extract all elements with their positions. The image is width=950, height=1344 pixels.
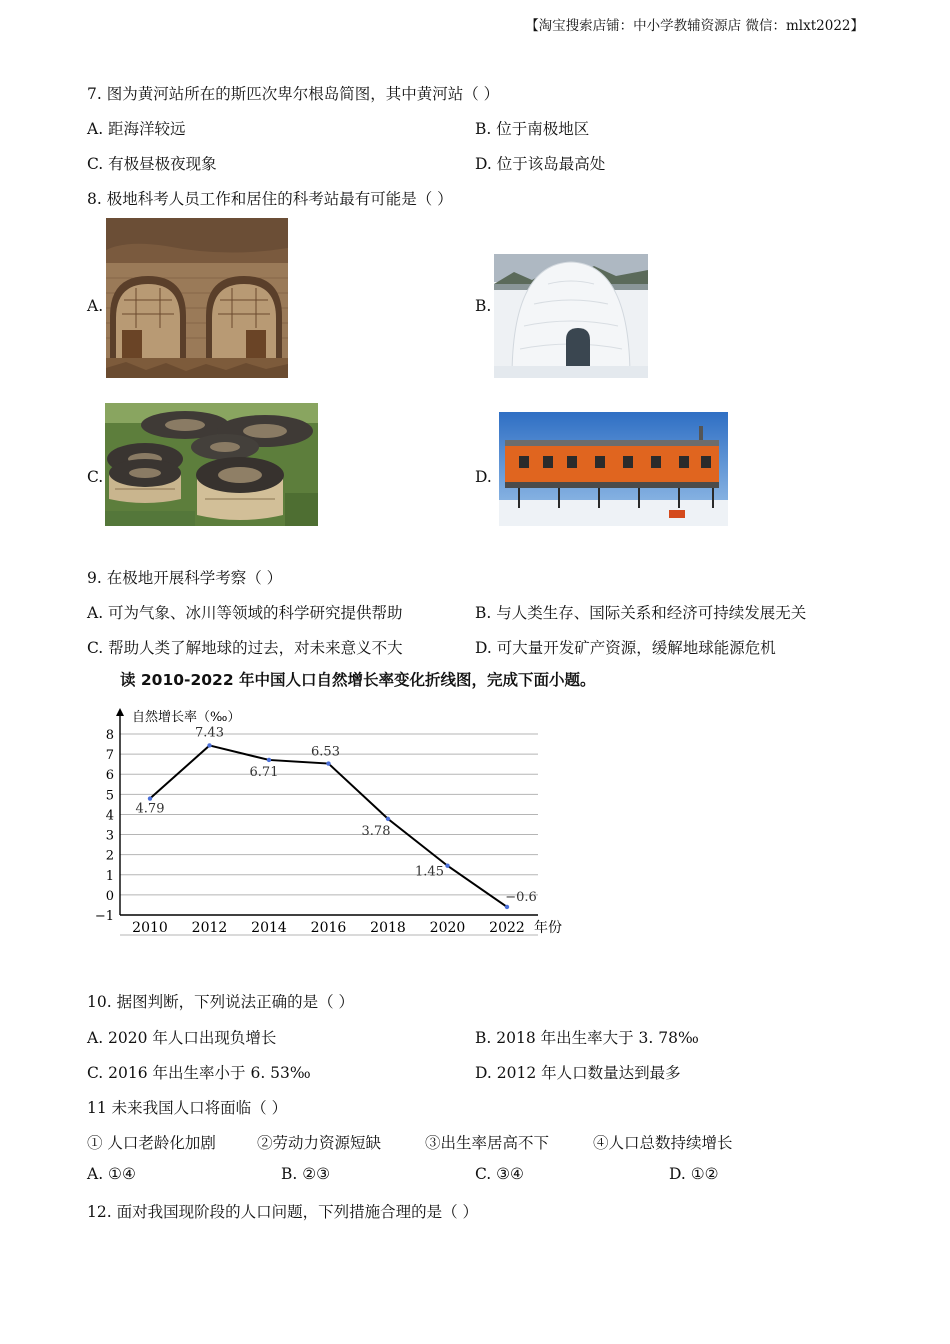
data-point bbox=[148, 796, 152, 800]
x-tick-label: 2020 bbox=[429, 920, 466, 936]
y-tick-label: 6 bbox=[105, 768, 114, 784]
y-tick-label: 3 bbox=[105, 828, 114, 844]
y-tick-label: 2 bbox=[105, 848, 114, 864]
igloo-photo bbox=[494, 254, 648, 378]
x-axis-label: 年份 bbox=[534, 920, 562, 936]
q8-stem: 8. 极地科考人员工作和居住的科考站最有可能是（ ） bbox=[87, 190, 453, 208]
data-label: 3.78 bbox=[361, 823, 391, 839]
y-tick-label: 8 bbox=[105, 728, 114, 743]
y-tick-label: 7 bbox=[105, 748, 114, 764]
q10-stem: 10. 据图判断，下列说法正确的是（ ） bbox=[87, 993, 355, 1011]
x-tick-label: 2012 bbox=[191, 920, 228, 936]
y-tick-label: 1 bbox=[105, 868, 114, 884]
y-axis-arrow bbox=[116, 708, 124, 716]
y-tick-label: 0 bbox=[105, 888, 114, 904]
y-axis-label: 自然增长率（‰） bbox=[132, 710, 241, 725]
x-tick-label: 2018 bbox=[370, 920, 406, 936]
data-point bbox=[386, 817, 390, 821]
q9-option-b: B. 与人类生存、国际关系和经济可持续发展无关 bbox=[475, 604, 807, 622]
q12-stem: 12. 面对我国现阶段的人口问题，下列措施合理的是（ ） bbox=[87, 1203, 479, 1221]
q10-option-a: A. 2020 年人口出现负增长 bbox=[87, 1029, 277, 1047]
q11-stem: 11 未来我国人口将面临（ ） bbox=[87, 1099, 288, 1117]
q9-option-d: D. 可大量开发矿产资源，缓解地球能源危机 bbox=[475, 639, 776, 657]
q7-option-b: B. 位于南极地区 bbox=[475, 120, 590, 138]
q7-stem: 7. 图为黄河站所在的斯匹次卑尔根岛简图，其中黄河站（ ） bbox=[87, 85, 500, 103]
research-station-photo bbox=[499, 412, 728, 526]
cave-dwelling-photo bbox=[106, 218, 288, 378]
x-tick-label: 2014 bbox=[251, 920, 287, 936]
q11-item-4: ④人口总数持续增长 bbox=[593, 1134, 733, 1152]
data-label: 4.79 bbox=[135, 801, 165, 817]
data-label: 6.71 bbox=[249, 764, 279, 780]
q11-option-c: C. ③④ bbox=[475, 1165, 524, 1183]
data-points bbox=[148, 743, 509, 909]
data-labels bbox=[136, 725, 537, 904]
y-tick-label: −1 bbox=[94, 909, 114, 924]
q11-option-b: B. ②③ bbox=[281, 1165, 331, 1183]
q11-option-d: D. ①② bbox=[669, 1165, 719, 1183]
population-growth-chart bbox=[90, 700, 580, 945]
data-point bbox=[267, 758, 271, 762]
q10-option-b: B. 2018 年出生率大于 3. 78‰ bbox=[475, 1029, 699, 1047]
q8-option-a-label: A. bbox=[87, 297, 104, 315]
q7-option-c: C. 有极昼极夜现象 bbox=[87, 155, 217, 173]
q10-option-c: C. 2016 年出生率小于 6. 53‰ bbox=[87, 1064, 311, 1082]
q7-option-a: A. 距海洋较远 bbox=[87, 120, 186, 138]
y-tick-label: 4 bbox=[105, 808, 114, 824]
tulou-photo bbox=[105, 403, 318, 526]
q8-option-d-label: D. bbox=[475, 468, 492, 486]
data-label: 6.53 bbox=[311, 744, 340, 760]
q9-option-c: C. 帮助人类了解地球的过去，对未来意义不大 bbox=[87, 639, 403, 657]
data-point bbox=[505, 905, 509, 909]
q8-option-c-label: C. bbox=[87, 468, 104, 486]
q11-item-3: ③出生率居高不下 bbox=[425, 1134, 550, 1152]
y-tick-labels bbox=[95, 728, 114, 924]
q9-stem: 9. 在极地开展科学考察（ ） bbox=[87, 569, 283, 587]
data-label: −0.6 bbox=[505, 889, 537, 905]
data-point bbox=[326, 761, 330, 765]
chart-intro: 读 2010-2022 年中国人口自然增长率变化折线图，完成下面小题。 bbox=[120, 671, 596, 689]
q7-option-d: D. 位于该岛最高处 bbox=[475, 155, 606, 173]
q11-item-2: ②劳动力资源短缺 bbox=[257, 1134, 382, 1152]
x-tick-labels bbox=[132, 920, 525, 936]
q8-option-b-label: B. bbox=[475, 297, 492, 315]
q11-option-a: A. ①④ bbox=[87, 1165, 136, 1183]
q10-option-d: D. 2012 年人口数量达到最多 bbox=[475, 1064, 681, 1082]
data-point bbox=[207, 743, 211, 747]
data-label: 1.45 bbox=[415, 864, 444, 880]
page-header: 【淘宝搜索店铺：中小学教辅资源店 微信：mlxt2022】 bbox=[525, 18, 864, 34]
data-point bbox=[445, 864, 449, 868]
x-tick-label: 2010 bbox=[132, 920, 168, 936]
data-label: 7.43 bbox=[195, 725, 224, 741]
q11-item-1: ① 人口老龄化加剧 bbox=[87, 1134, 216, 1152]
growth-rate-line bbox=[150, 745, 507, 906]
x-tick-label: 2022 bbox=[489, 920, 525, 936]
y-tick-label: 5 bbox=[105, 788, 114, 804]
q9-option-a: A. 可为气象、冰川等领域的科学研究提供帮助 bbox=[87, 604, 403, 622]
x-tick-label: 2016 bbox=[310, 920, 347, 936]
